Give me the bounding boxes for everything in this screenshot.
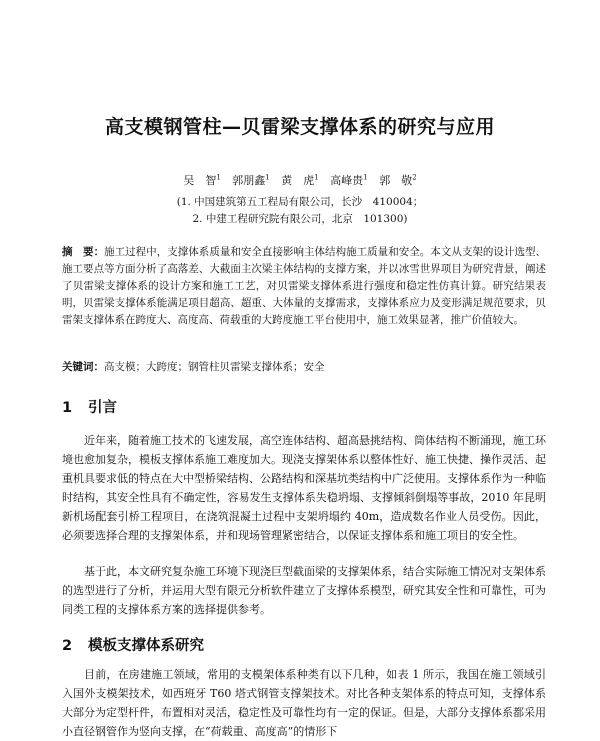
section-number: 2 (62, 638, 73, 654)
author: 郭朋鑫$^1$ (232, 173, 270, 187)
author: 郭 敬$^2$ (379, 173, 417, 187)
paragraph: 近年来，随着施工技术的飞速发展，高空连体结构、超高悬挑结构、筒体结构不断涌现，施工环境也愈加复杂，模板支撑体系施工难度加大。现浇支撑架体系以整体性好、施工快捷、操作灵活、起重机具要求低的特点在大中型桥梁结构、公路结构和深基坑类结构中广泛使用。支撑体系作为一种临时结构，其安全性具有不确定性，容易发生支撑体系失稳坍塌、支撑倾斜倒塌等事故，2010 年昆明新机场配套引桥工程项目，在浇筑混凝土过程中支架坍塌约 40m，造成数名作业人员受伤。因此，必须要选择合理的支撑架体系，并和现场管理紧密结合，以保证支撑体系和施工项目的安全性。 (62, 434, 546, 542)
author-list (60, 172, 540, 188)
keywords (62, 359, 546, 376)
paragraph: 目前，在房建施工领域，常用的支模架体系种类有以下几种，如表 1 所示，我国在施工领域引入国外支模架技术，如西班牙 T60 塔式钢管支撑架技术。对比各种支架体系的特点可知，支撑体系大部分为定型杆件，布置相对灵活，稳定性及可靠性均有一定的保证。但是，大部分支撑体系都采用小直径钢管作为竖向支撑，在“荷载重、高度高”的情形下 (62, 668, 546, 738)
section-number: 1 (62, 400, 73, 416)
affiliation-1: (1. 中国建筑第五工程局有限公司，长沙 410004； (176, 196, 424, 208)
abstract-label: 摘 要： (62, 246, 105, 258)
section-heading-1 (62, 396, 117, 417)
paragraph: 基于此，本文研究复杂施工环境下现浇巨型截面梁的支撑架体系，结合实际施工情况对支架体系的选型进行了分析，并运用大型有限元分析软件建立了支撑体系模型，研究其安全性和可靠性，可为同类工程的支撑体系方案的选择提供参考。 (62, 565, 546, 616)
author: 黄 虎$^1$ (281, 173, 319, 187)
abstract-text: 施工过程中，支撑体系质量和安全直接影响主体结构施工质量和安全。本文从支架的设计选型、施工要点等方面分析了高落差、大截面主次梁主体结构的支撑方案，并以冰雪世界项目为研究背景，阐述了贝雷梁支撑体系的设计方案和施工工艺，对贝雷梁支撑体系进行强度和稳定性仿真计算。研究结果表明，贝雷梁支撑体系能满足项目超高、超重、大体量的支撑需求，支撑体系应力及变形满足规范要求，贝雷架支撑体系在跨度大、高度高、荷载重的大跨度施工平台使用中，施工效果显著，推广价值较大。 (62, 246, 547, 326)
section-heading-2 (62, 634, 204, 655)
author: 高峰贵$^1$ (330, 173, 368, 187)
author: 吴 智$^1$ (183, 173, 221, 187)
section-title: 模板支撑体系研究 (88, 638, 204, 654)
section-title: 引言 (88, 400, 117, 416)
affiliation-2: 2. 中建工程研究院有限公司，北京 101300) (192, 213, 408, 225)
keywords-text: 高支模；大跨度；钢管柱贝雷梁支撑体系；安全 (104, 361, 325, 373)
keywords-label: 关键词： (62, 361, 104, 373)
abstract (62, 244, 546, 329)
paper-title: 高支模钢管柱—贝雷梁支撑体系的研究与应用 (104, 116, 495, 138)
